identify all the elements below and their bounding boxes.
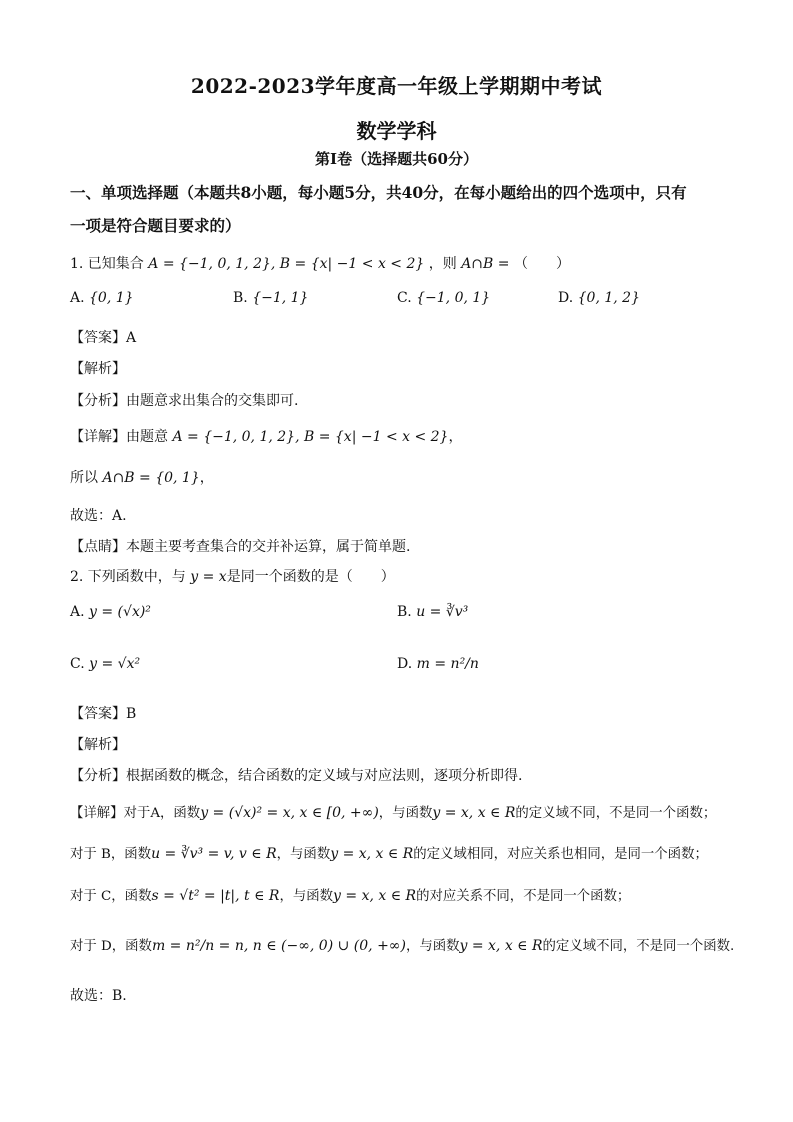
- exam-title: 2022-2023学年度高一年级上学期期中考试: [190, 74, 603, 98]
- q1-stem-math2: A∩B =: [461, 256, 510, 272]
- subject-title: 数学学科: [356, 119, 437, 143]
- q1-dianjing: 【点睛】本题主要考查集合的交并补运算，属于简单题.: [70, 539, 411, 555]
- q1-fenxi: 【分析】由题意求出集合的交集即可.: [70, 393, 299, 409]
- q2-analysis-tag: 【解析】: [70, 737, 126, 753]
- q1-option-d: D. {0, 1, 2}: [558, 290, 640, 306]
- q2-xiangjie-b: 对于 B，函数u = ∛v³ = v, v ∈ R，与函数y = x, x ∈ R的定义域相同，对应关系也相同，是同一个函数；: [70, 846, 708, 862]
- q2-fenxi: 【分析】根据函数的概念，结合函数的定义域与对应法则，逐项分析即得.: [70, 768, 523, 784]
- q2-stem: 2. 下列函数中，与 y = x是同一个函数的是（ ）: [70, 569, 395, 585]
- q1-option-b: B. {−1, 1}: [233, 290, 309, 306]
- q1-analysis-tag: 【解析】: [70, 361, 126, 377]
- q2-option-d: D. m = n²/n: [397, 656, 479, 672]
- part-title: 第Ⅰ卷（选择题共60分）: [315, 150, 478, 168]
- q2-xiangjie-c: 对于 C，函数s = √t² = |t|, t ∈ R，与函数y = x, x ∈ R的对应关系不同，不是同一个函数；: [70, 888, 631, 904]
- q2-guxuan: 故选：B.: [70, 988, 127, 1004]
- q2-answer: 【答案】B: [70, 706, 137, 722]
- q1-guxuan: 故选：A.: [70, 508, 127, 524]
- q2-option-b: B. u = ∛v³: [397, 604, 469, 620]
- q1-answer: 【答案】A: [70, 330, 137, 346]
- q1-xiangjie: 【详解】由题意 A = {−1, 0, 1, 2}, B = {x| −1 < x < 2}，: [70, 429, 463, 445]
- q1-suoyi: 所以 A∩B = {0, 1}，: [70, 470, 214, 486]
- section-heading-line2: 一项是符合题目要求的）: [70, 216, 241, 235]
- q2-option-a: A. y = (√x)²: [70, 604, 151, 620]
- q1-stem: 1. 已知集合 A = {−1, 0, 1, 2}, B = {x| −1 < x < 2} ，则 A∩B = （ ）: [70, 256, 570, 272]
- q2-xiangjie-d: 对于 D，函数m = n²/n = n, n ∈ (−∞, 0) ∪ (0, +∞)，与函数y = x, x ∈ R的定义域不同，不是同一个函数.: [70, 938, 735, 954]
- section-heading-line1: 一、单项选择题（本题共8小题，每小题5分，共40分，在每小题给出的四个选项中，只有: [70, 183, 687, 202]
- q1-stem-math: A = {−1, 0, 1, 2}, B = {x| −1 < x < 2}: [148, 256, 425, 272]
- q1-option-c: C. {−1, 0, 1}: [397, 290, 491, 306]
- q1-option-a: A. {0, 1}: [70, 290, 134, 306]
- q2-xiangjie-a: 【详解】对于A，函数y = (√x)² = x, x ∈ [0, +∞)，与函数y = x, x ∈ R的定义域不同，不是同一个函数；: [70, 805, 717, 821]
- q2-option-c: C. y = √x²: [70, 656, 141, 672]
